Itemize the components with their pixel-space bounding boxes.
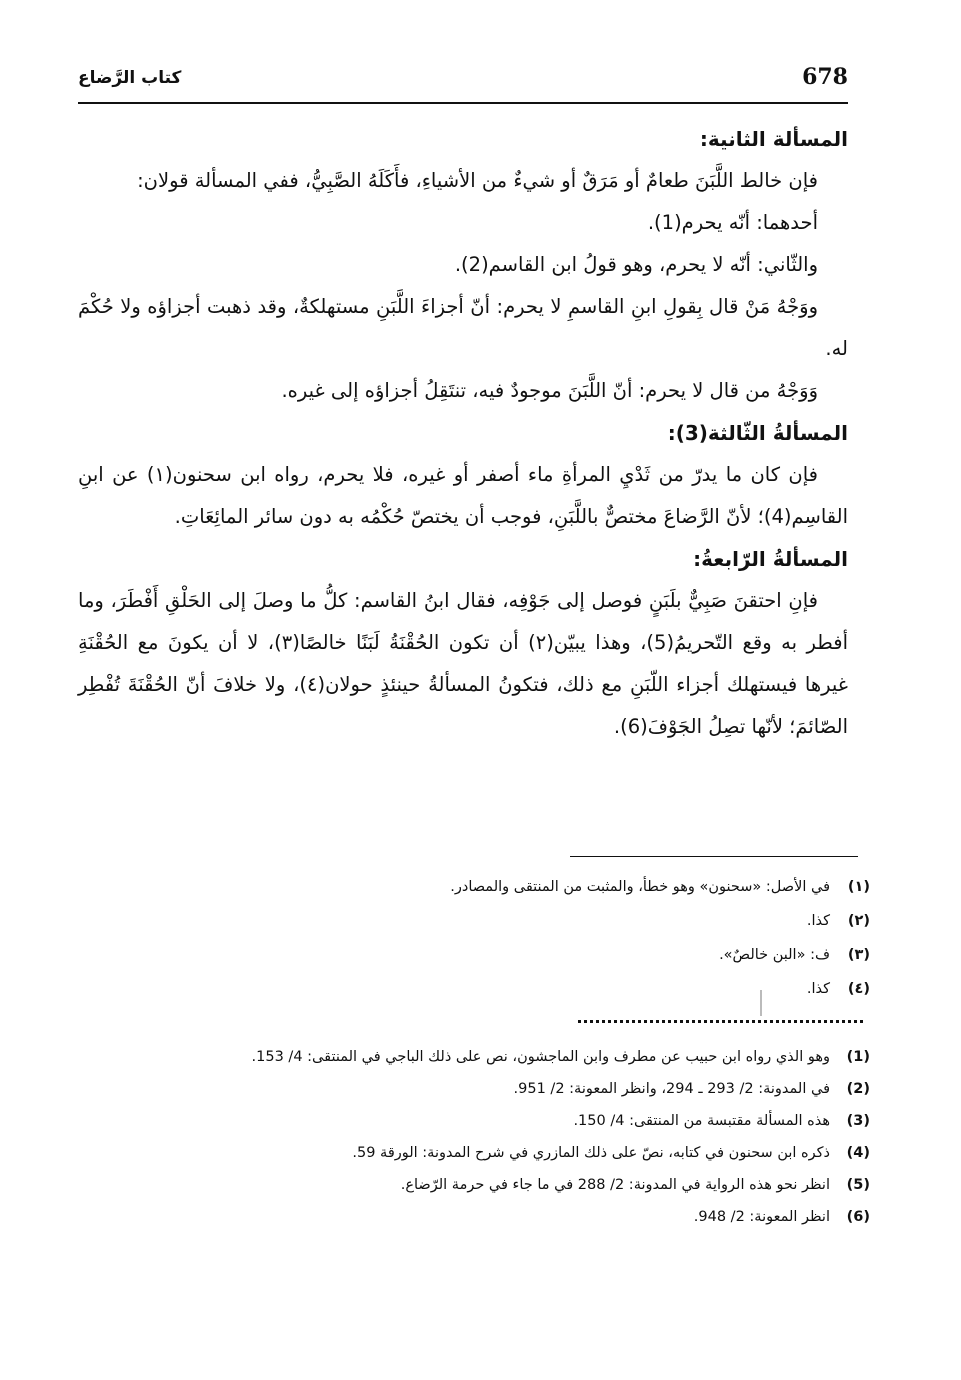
footnote-text: في الأصل: «سحنون» وهو خطأ، والمثبت من المنتقى والمصادر.	[450, 879, 830, 895]
footnote-text: ف: «البن خالصٌ».	[719, 947, 830, 963]
dotted-divider	[578, 1020, 863, 1023]
footnote-number: (5)	[846, 1177, 870, 1193]
section-heading: المسألةُ الثّالثة(3):	[667, 421, 848, 445]
footnote	[310, 906, 870, 936]
footnote	[80, 1045, 870, 1069]
footnote	[80, 1173, 870, 1197]
footnote	[310, 872, 870, 902]
paragraph: والثّاني: أنّه لا يحرم، وهو قولُ ابن القاسم(2).	[454, 253, 818, 276]
paragraph: أحدهما: أنّه يحرم(1).	[647, 211, 818, 234]
footnote-text: في المدونة: 2/ 293 ـ 294، وانظر المعونة: 2/ 951.	[513, 1081, 830, 1097]
footnote-text: كذا.	[806, 981, 830, 997]
scan-mark	[760, 990, 762, 1016]
footnote-divider	[570, 856, 858, 857]
footnote-number: (٤)	[847, 981, 870, 997]
footnote-number: (3)	[846, 1113, 870, 1129]
footnote-text: انظر المعونة: 2/ 948.	[693, 1209, 830, 1225]
footnote-text: وهو الذي رواه ابن حبيب عن مطرف وابن الماجشون، نص على ذلك الباجي في المنتقى: 4/ 153.	[251, 1049, 830, 1065]
footnote	[80, 1077, 870, 1101]
footnote	[310, 940, 870, 970]
manuscript-footnotes	[310, 872, 870, 1008]
footnote-number: (4)	[846, 1145, 870, 1161]
footnote-number: (1)	[846, 1049, 870, 1065]
footnote-number: (٢)	[847, 913, 870, 929]
footnote	[80, 1205, 870, 1229]
section-heading: المسألةُ الرّابعةُ:	[693, 547, 848, 571]
editor-footnotes	[80, 1045, 870, 1237]
footnote	[80, 1109, 870, 1133]
footnote-text: هذه المسألة مقتبسة من المنتقى: 4/ 150.	[573, 1113, 830, 1129]
footnote-text: انظر نحو هذه الرواية في المدونة: 2/ 288 في ما جاء في حرمة الرّضاع.	[400, 1177, 830, 1193]
running-head: كتاب الرَّضاع	[78, 68, 182, 88]
footnote-text: ذكره ابن سحنون في كتابه، نصّ على ذلك المازري في شرح المدونة: الورقة 59.	[352, 1145, 830, 1161]
main-text	[78, 118, 848, 748]
footnote-text: كذا.	[806, 913, 830, 929]
paragraph: فإن خالط اللَّبَنَ طعامٌ أو مَرَقٌ أو شيءٌ من الأشياءِ، فأَكَلَهُ الصَّبِيُّ، ففي المسألة قولان:	[137, 169, 818, 192]
paragraph: فإنِ احتقنَ صَبِيٌّ بلَبَنٍ فوصل إلى جَوْفِه، فقال ابنُ القاسم: كلُّ ما وصلَ إلى الحَلْقِ أَفْطَرَ، وما أفطر به وقع التّحريمُ(5)، وهذا يبيّن(٢) أن تكون الحُقْنَةُ لَبَنًا خالصًا(٣)، لا أن يكونَ مع الحُقْنَةِ غيرها فيستهلك أجزاء اللّبَنِ مع ذلك، فتكونُ المسألةُ حينئذٍ حولان(٤)، ولا خلافَ أنّ الحُقْنَةَ تُفْطِر الصّائمَ؛ لأنّها تصِلُ الجَوْفَ(6).	[78, 589, 848, 738]
footnote-number: (١)	[847, 879, 870, 895]
paragraph: ووَجْهُ مَنْ قال بِقولِ ابنِ القاسمِ لا يحرم: أنّ أجزاءَ اللَّبَنِ مستهلكةٌ، وقد ذهبت أجزاؤه ولا حُكْمَ له.	[78, 295, 848, 360]
footnote-number: (٣)	[847, 947, 870, 963]
page-header	[78, 62, 848, 104]
section-heading: المسألة الثانية:	[699, 127, 848, 151]
footnote-number: (2)	[846, 1081, 870, 1097]
paragraph: فإن كان ما يدرّ من ثَدْيِ المرأةِ ماء أصفر أو غيره، فلا يحرم، رواه ابن سحنون(١) عن ابنِ القاسِم(4)؛ لأنّ الرَّضاعَ مختصٌّ باللَّبَنِ، فوجب أن يختصّ حُكْمُه به دون سائر المائِعَاتِ.	[78, 463, 848, 528]
page-number: 678	[802, 64, 848, 90]
footnote	[80, 1141, 870, 1165]
footnote-number: (6)	[846, 1209, 870, 1225]
footnote	[310, 974, 870, 1004]
paragraph: وَوَجْهُ من قال لا يحرم: أنّ اللَّبَنَ موجودٌ فيه، تنتَقِلُ أجزاؤه إلى غيره.	[281, 379, 818, 402]
